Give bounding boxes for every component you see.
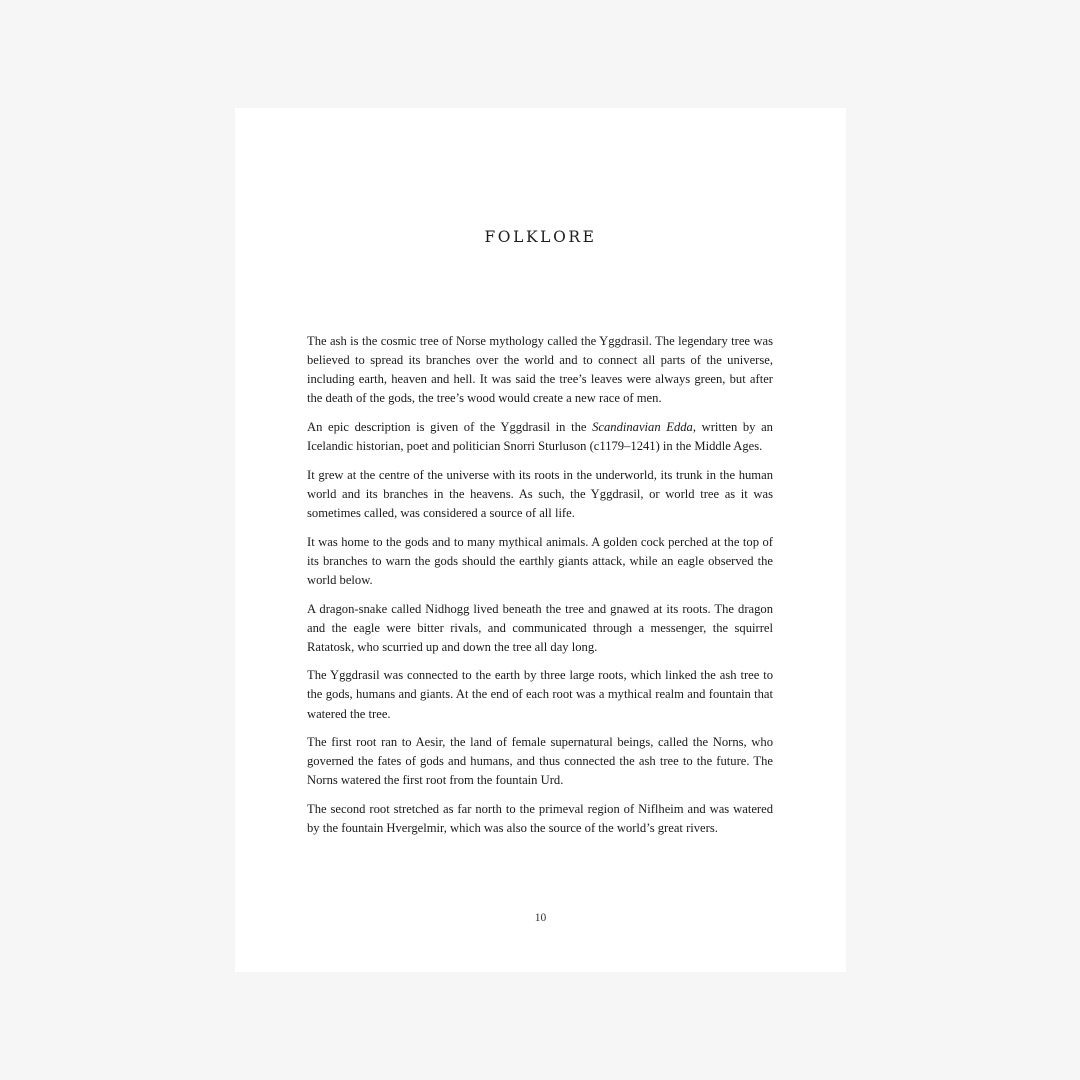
paragraph-3: It grew at the centre of the universe with its roots in the underworld, its trunk in the human world and its branches in the heavens. As such, the Yggdrasil, or world tree as it was sometimes called, was considered a source of all life. <box>307 467 773 520</box>
paragraph-1: The ash is the cosmic tree of Norse mythology called the Yggdrasil. The legendary tree was believed to spread its branches over the world and to connect all parts of the universe, including earth, heaven and hell. It was said the tree’s leaves were always green, but after the death of the gods, the tree’s wood would create a new race of men. <box>307 334 773 406</box>
paragraph-2-after: , written by an Icelandic historian, poet and politician Snorri Sturluson (c1179–1241) in the Middle Ages. <box>307 419 773 454</box>
body-text <box>307 332 773 848</box>
paragraph-8: The second root stretched as far north to the primeval region of Niflheim and was watered by the fountain Hvergelmir, which was also the source of the world’s great rivers. <box>307 802 773 836</box>
page-number: 10 <box>534 912 547 924</box>
paragraph-5: A dragon-snake called Nidhogg lived beneath the tree and gnawed at its roots. The dragon and the eagle were bitter rivals, and communicated through a messenger, the squirrel Ratatosk, who scurried up and down the tree all day long. <box>307 601 773 654</box>
book-page <box>235 108 846 972</box>
paragraph-6: The Yggdrasil was connected to the earth by three large roots, which linked the ash tree to the gods, humans and giants. At the end of each root was a mythical realm and fountain that watered the tree. <box>307 668 773 721</box>
chapter-title: FOLKLORE <box>484 228 597 246</box>
paragraph-2-before: An epic description is given of the Yggdrasil in the <box>307 419 593 434</box>
paragraph-7: The first root ran to Aesir, the land of female supernatural beings, called the Norns, who governed the fates of gods and humans, and thus connected the ash tree to the future. The Norns watered the first root from the fountain Urd. <box>307 735 773 788</box>
paragraph-4: It was home to the gods and to many mythical animals. A golden cock perched at the top of its branches to warn the gods should the earthly giants attack, while an eagle observed the world below. <box>307 534 773 587</box>
book-title-italic: Scandinavian Edda <box>592 419 693 434</box>
paragraph-2 <box>307 418 773 456</box>
